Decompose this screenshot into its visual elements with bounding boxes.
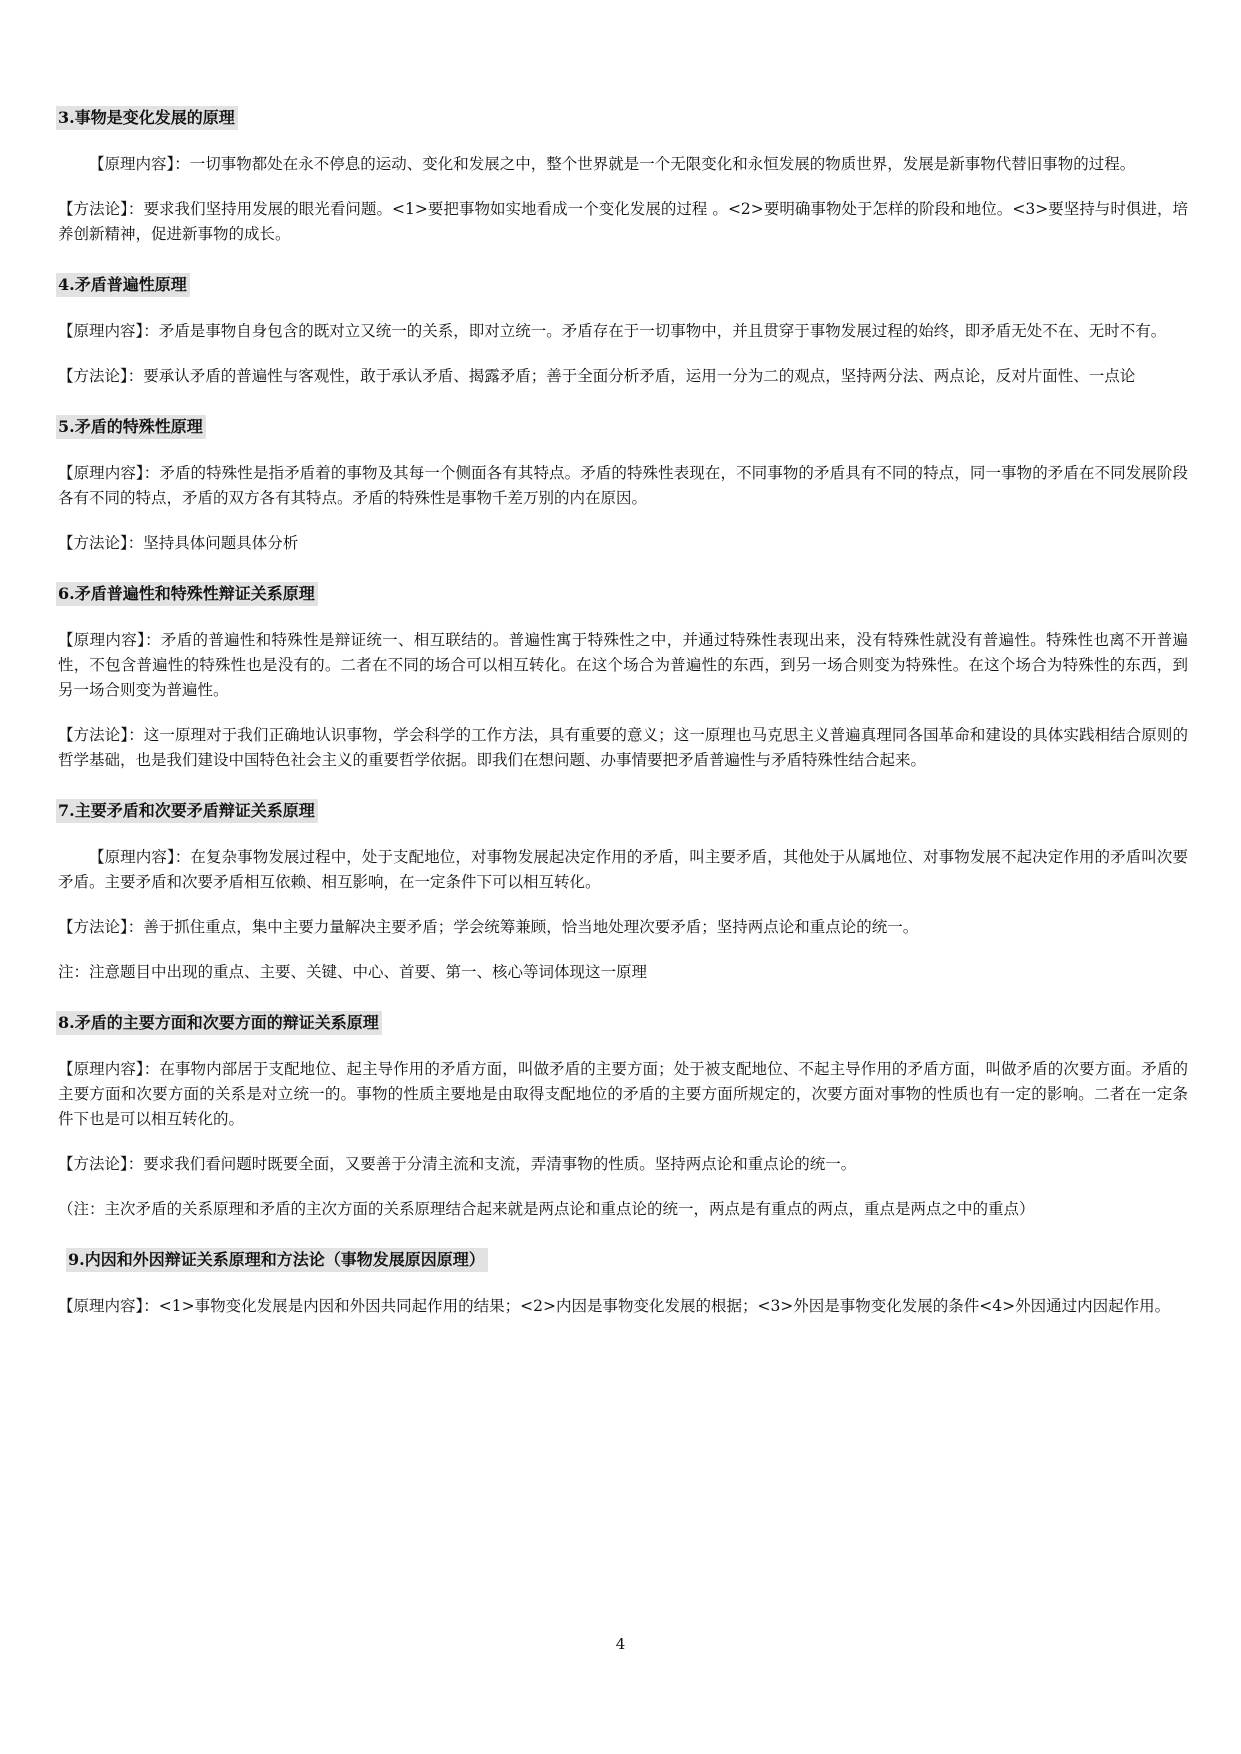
label-colon: ：	[127, 200, 144, 218]
principle-paragraph	[58, 845, 1188, 895]
section-4	[58, 273, 1188, 389]
label-colon: ：	[127, 1155, 144, 1173]
method-label: 【方法论】	[58, 367, 128, 385]
note-paragraph	[58, 960, 1188, 985]
paragraph-text: 矛盾的普遍性和特殊性是辩证统一、相互联结的。普遍性寓于特殊性之中，并通过特殊性表现出来，没有特殊性就没有普遍性。特殊性也离不开普遍性，不包含普遍性的特殊性也是没有的。二者在不同的场合可以相互转化。在这个场合为普遍性的东西，到另一场合则变为特殊性。在这个场合为特殊性的东西，到另一场合则变为普遍性。	[58, 631, 1188, 699]
paragraph-text: 善于抓住重点，集中主要力量解决主要矛盾；学会统筹兼顾，恰当地处理次要矛盾；坚持两点论和重点论的统一。	[143, 918, 919, 936]
principle-label: 【原理内容】	[89, 155, 175, 173]
section-heading: 4.矛盾普遍性原理	[56, 273, 190, 297]
paragraph-text: 这一原理对于我们正确地认识事物，学会科学的工作方法，具有重要的意义；这一原理也马克思主义普遍真理同各国革命和建设的具体实践相结合原则的哲学基础，也是我们建设中国特色社会主义的重要哲学依据。即我们在想问题、办事情要把矛盾普遍性与矛盾特殊性结合起来。	[58, 726, 1188, 769]
section-3	[58, 106, 1188, 247]
paragraph-text: 矛盾是事物自身包含的既对立又统一的关系，即对立统一。矛盾存在于一切事物中，并且贯穿于事物发展过程的始终，即矛盾无处不在、无时不有。	[158, 322, 1167, 340]
paragraph-text: 在复杂事物发展过程中，处于支配地位，对事物发展起决定作用的矛盾，叫主要矛盾，其他处于从属地位、对事物发展不起决定作用的矛盾叫次要矛盾。主要矛盾和次要矛盾相互依赖、相互影响，在一定条件下可以相互转化。	[58, 848, 1188, 891]
paragraph-text: 要求我们看问题时既要全面，又要善于分清主流和支流，弄清事物的性质。坚持两点论和重点论的统一。	[143, 1155, 857, 1173]
paragraph-text: 一切事物都处在永不停息的运动、变化和发展之中，整个世界就是一个无限变化和永恒发展的物质世界，发展是新事物代替旧事物的过程。	[189, 155, 1136, 173]
document-page	[58, 106, 1188, 1345]
label-colon: ：	[143, 464, 160, 482]
principle-label: 【原理内容】	[58, 1060, 144, 1078]
principle-paragraph	[58, 319, 1188, 344]
principle-label: 【原理内容】	[58, 631, 146, 649]
method-label: 【方法论】	[58, 534, 128, 552]
principle-label: 【原理内容】	[89, 848, 175, 866]
method-paragraph	[58, 197, 1188, 247]
principle-paragraph	[58, 1057, 1188, 1132]
section-8	[58, 1011, 1188, 1222]
principle-paragraph	[58, 628, 1188, 703]
label-colon: ：	[127, 918, 144, 936]
method-paragraph	[58, 1152, 1188, 1177]
paragraph-text: （注：主次矛盾的关系原理和矛盾的主次方面的关系原理结合起来就是两点论和重点论的统一，两点是有重点的两点，重点是两点之中的重点）	[58, 1200, 1035, 1218]
section-heading: 9.内因和外因辩证关系原理和方法论（事物发展原因原理）	[66, 1248, 488, 1272]
paragraph-text: 注：注意题目中出现的重点、主要、关键、中心、首要、第一、核心等词体现这一原理	[58, 963, 648, 981]
method-paragraph	[58, 364, 1188, 389]
method-label: 【方法论】	[58, 200, 128, 218]
label-colon: ：	[143, 1297, 159, 1315]
method-label: 【方法论】	[58, 1155, 128, 1173]
method-paragraph	[58, 723, 1188, 773]
label-colon: ：	[128, 726, 144, 744]
label-colon: ：	[174, 155, 190, 173]
section-7	[58, 799, 1188, 985]
method-paragraph	[58, 915, 1188, 940]
label-colon: ：	[127, 534, 144, 552]
principle-label: 【原理内容】	[58, 322, 144, 340]
paragraph-text: 在事物内部居于支配地位、起主导作用的矛盾方面，叫做矛盾的主要方面；处于被支配地位、不起主导作用的矛盾方面，叫做矛盾的次要方面。矛盾的主要方面和次要方面的关系是对立统一的。事物的性质主要地是由取得支配地位的矛盾的主要方面所规定的，次要方面对事物的性质也有一定的影响。二者在一定条件下也是可以相互转化的。	[58, 1060, 1188, 1128]
principle-paragraph	[58, 152, 1188, 177]
label-colon: ：	[143, 1060, 160, 1078]
section-9	[58, 1248, 1188, 1319]
note-paragraph	[58, 1197, 1188, 1222]
paragraph-text: 坚持具体问题具体分析	[143, 534, 299, 552]
paragraph-text: 要承认矛盾的普遍性与客观性，敢于承认矛盾、揭露矛盾；善于全面分析矛盾，运用一分为二的观点，坚持两分法、两点论，反对片面性、一点论	[143, 367, 1136, 385]
paragraph-text: <1>事物变化发展是内因和外因共同起作用的结果；<2>内因是事物变化发展的根据；<3>外因是事物变化发展的条件<4>外因通过内因起作用。	[158, 1297, 1171, 1315]
method-paragraph	[58, 531, 1188, 556]
principle-paragraph	[58, 1294, 1188, 1319]
label-colon: ：	[174, 848, 191, 866]
section-heading: 8.矛盾的主要方面和次要方面的辩证关系原理	[56, 1011, 382, 1035]
page-number: 4	[615, 1635, 626, 1653]
method-label: 【方法论】	[58, 726, 129, 744]
section-heading: 5.矛盾的特殊性原理	[56, 415, 206, 439]
section-heading: 3.事物是变化发展的原理	[56, 106, 238, 130]
method-label: 【方法论】	[58, 918, 128, 936]
section-6	[58, 582, 1188, 773]
label-colon: ：	[143, 322, 159, 340]
label-colon: ：	[145, 631, 161, 649]
section-heading: 7.主要矛盾和次要矛盾辩证关系原理	[56, 799, 318, 823]
principle-paragraph	[58, 461, 1188, 511]
paragraph-text: 要求我们坚持用发展的眼光看问题。<1>要把事物如实地看成一个变化发展的过程 。<2>要明确事物处于怎样的阶段和地位。<3>要坚持与时俱进，培养创新精神，促进新事物的成长。	[58, 200, 1188, 243]
label-colon: ：	[127, 367, 144, 385]
section-heading: 6.矛盾普遍性和特殊性辩证关系原理	[56, 582, 318, 606]
principle-label: 【原理内容】	[58, 1297, 144, 1315]
section-5	[58, 415, 1188, 556]
principle-label: 【原理内容】	[58, 464, 144, 482]
paragraph-text: 矛盾的特殊性是指矛盾着的事物及其每一个侧面各有其特点。矛盾的特殊性表现在，不同事物的矛盾具有不同的特点，同一事物的矛盾在不同发展阶段各有不同的特点，矛盾的双方各有其特点。矛盾的特殊性是事物千差万别的内在原因。	[58, 464, 1188, 507]
